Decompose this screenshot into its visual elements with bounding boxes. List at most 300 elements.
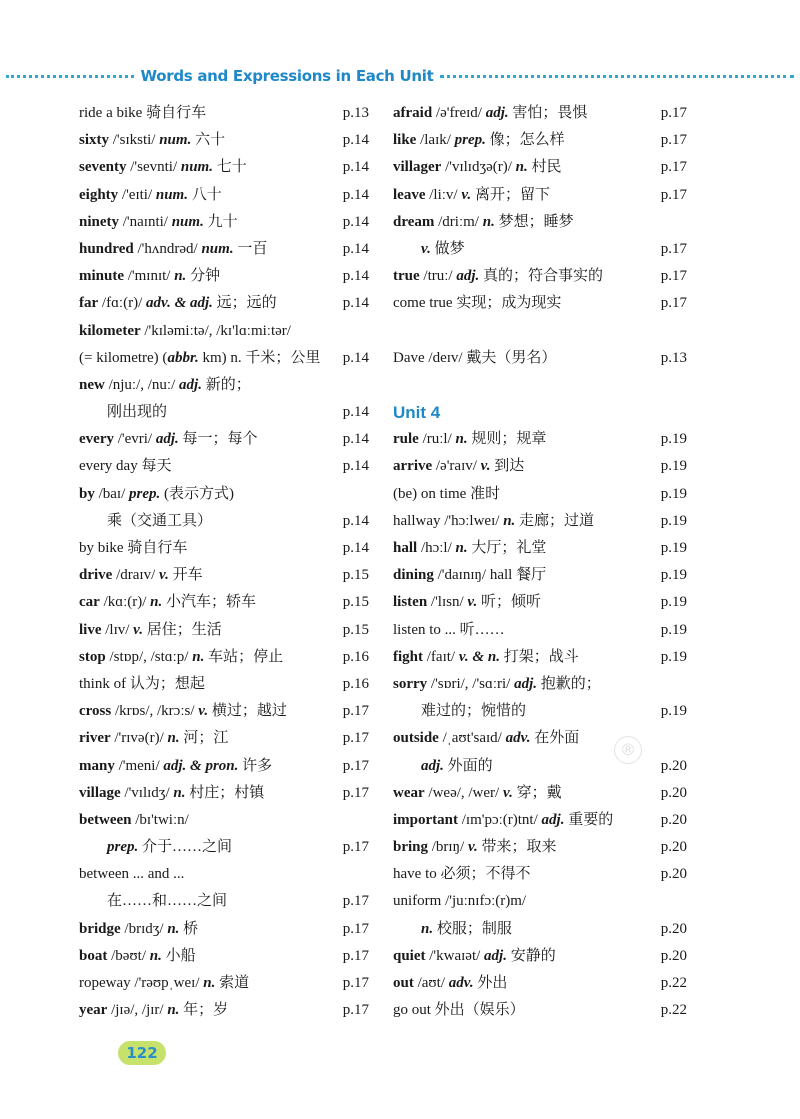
- headword: every day: [79, 458, 138, 475]
- vocab-entry: [393, 861, 687, 888]
- phonetic: /njuː/, /nuː/: [104, 376, 180, 393]
- vocab-entry: [79, 916, 369, 943]
- headword: out: [393, 975, 414, 991]
- vocab-entry: [79, 127, 369, 154]
- headword: dining: [393, 567, 434, 584]
- entry-text: [393, 290, 561, 317]
- page-ref: p.19: [660, 431, 687, 448]
- page-ref: p.17: [660, 240, 687, 257]
- entry-text: [79, 589, 256, 616]
- part-of-speech: adv. & adj.: [145, 295, 213, 312]
- definition: 在外面: [530, 730, 580, 747]
- phonetic: /laɪk/: [416, 132, 455, 149]
- page-ref: p.14: [342, 458, 369, 475]
- vocab-entry: [393, 725, 687, 752]
- part-of-speech: adv.: [505, 730, 531, 747]
- entry-text: [79, 399, 167, 426]
- vocab-entry: [79, 399, 369, 426]
- headword: minute: [79, 268, 124, 285]
- phonetic: /brɪŋ/: [428, 839, 468, 856]
- part-of-speech: n.: [167, 1002, 180, 1019]
- page-ref: p.14: [342, 132, 369, 149]
- vocab-entry: [393, 671, 687, 698]
- headword: drive: [79, 567, 113, 584]
- entry-text: [79, 290, 277, 317]
- definition: 害怕；畏惧: [508, 105, 588, 121]
- headword: kilometer: [79, 322, 141, 339]
- definition: 外出（娱乐）: [430, 1002, 525, 1019]
- entry-text: [393, 453, 524, 480]
- definition: 六十: [191, 132, 226, 149]
- definition: 桥: [179, 920, 199, 937]
- phonetic: /'vɪlɪdʒ/: [120, 784, 174, 801]
- entry-text: [393, 100, 587, 127]
- phonetic: /ruːl/: [418, 431, 456, 448]
- headword: between ... and ...: [79, 866, 185, 883]
- definition: 准时: [466, 485, 501, 502]
- headword: village: [79, 784, 121, 801]
- part-of-speech: v.: [133, 621, 144, 638]
- headword: car: [79, 594, 100, 611]
- phonetic: /lɪv/: [101, 621, 134, 638]
- phonetic: /'juːnɪfɔː(r)m/: [441, 893, 527, 910]
- page-ref: p.14: [342, 404, 369, 421]
- phonetic: /'naɪnti/: [119, 213, 172, 230]
- definition: 横过；越过: [208, 703, 287, 720]
- headword: outside: [393, 730, 439, 747]
- definition: 村庄；村镇: [185, 784, 265, 801]
- page-ref: p.20: [660, 757, 687, 774]
- part-of-speech: v.: [502, 784, 513, 801]
- entry-text: [79, 861, 184, 888]
- part-of-speech: v.: [421, 240, 431, 257]
- entry-text: [393, 888, 526, 915]
- page-ref: p.17: [342, 730, 369, 747]
- headword: ride a bike: [79, 105, 143, 121]
- part-of-speech: n.: [173, 784, 186, 801]
- definition: 每一；每个: [178, 431, 258, 448]
- definition: 居住；生活: [143, 621, 222, 638]
- definition: 八十: [187, 186, 222, 203]
- headword: listen: [393, 594, 428, 611]
- phonetic: /fɑː(r)/: [98, 295, 146, 312]
- part-of-speech: n.: [203, 975, 216, 991]
- vocab-entry: [79, 589, 369, 616]
- headword: think of: [79, 675, 127, 692]
- definition: 九十: [203, 213, 238, 230]
- entry-text: [393, 780, 562, 807]
- phonetic: /'hʌndrəd/: [133, 240, 202, 257]
- part-of-speech: n.: [149, 947, 162, 964]
- phonetic: /krɒs/, /krɔːs/: [111, 703, 199, 720]
- definition: 新的；: [201, 376, 251, 393]
- phonetic: /'evri/: [113, 431, 156, 448]
- vocab-entry: [79, 535, 369, 562]
- entry-text: [393, 943, 556, 970]
- page-ref: p.19: [660, 485, 687, 502]
- vocab-entry: [79, 100, 369, 127]
- vocab-entry: [393, 508, 687, 535]
- definition: 开车: [168, 567, 203, 584]
- part-of-speech: adj.: [541, 811, 565, 828]
- phonetic: /'kwaɪət/: [425, 947, 485, 964]
- entry-text: [79, 725, 228, 752]
- entry-text: [79, 508, 212, 535]
- entry-text: [393, 861, 531, 888]
- page-ref: p.17: [342, 839, 369, 856]
- part-of-speech: adj.: [421, 757, 444, 774]
- definition: 实现；成为现实: [452, 295, 562, 312]
- part-of-speech: num.: [171, 213, 204, 230]
- definition: 每天: [137, 458, 172, 475]
- page-ref: p.17: [660, 105, 687, 121]
- page-ref: p.17: [660, 132, 687, 149]
- page-ref: p.14: [342, 512, 369, 529]
- headword: Dave: [393, 349, 425, 366]
- entry-text: [79, 318, 291, 345]
- headword: true: [393, 268, 420, 285]
- headword: year: [79, 1002, 108, 1019]
- definition: 分钟: [186, 268, 221, 285]
- definition: 难过的；惋惜的: [421, 703, 527, 720]
- entry-text: [79, 943, 196, 970]
- phonetic: /driːm/: [434, 213, 483, 230]
- definition: km) n. 千米；公里: [198, 349, 321, 366]
- vocab-entry: [393, 481, 687, 508]
- headword: boat: [79, 947, 108, 964]
- definition: (表示方式): [160, 485, 235, 502]
- vocab-entry: [393, 100, 687, 127]
- entry-text: [393, 236, 465, 263]
- vocab-entry: [79, 888, 369, 915]
- phonetic: /'hɔːlweɪ/: [440, 512, 504, 529]
- entry-text: [79, 154, 247, 181]
- page-ref: p.16: [342, 675, 369, 692]
- vocab-entry: [393, 154, 687, 181]
- headword: uniform: [393, 893, 442, 910]
- registered-mark: ®: [614, 736, 642, 764]
- phonetic: /ɪm'pɔː(r)tnt/: [458, 811, 542, 828]
- part-of-speech: num.: [201, 240, 234, 257]
- page-ref: p.14: [342, 186, 369, 203]
- part-of-speech: adj.: [456, 268, 480, 285]
- vocab-entry: [79, 861, 369, 888]
- vocab-entry: [393, 997, 687, 1024]
- vocab-entry: [393, 970, 687, 997]
- headword: (be) on time: [393, 485, 467, 502]
- part-of-speech: n.: [455, 540, 468, 556]
- phonetic: /aʊt/: [413, 975, 449, 991]
- unit-heading: Unit 4: [393, 403, 441, 423]
- part-of-speech: prep.: [454, 132, 486, 149]
- page-ref: p.20: [660, 920, 687, 937]
- page-ref: p.20: [660, 839, 687, 856]
- page-ref: p.19: [660, 621, 687, 638]
- entry-text: [393, 426, 546, 453]
- phonetic: /'sɒri/, /'sɑːri/: [427, 675, 515, 692]
- vocab-entry: [79, 372, 369, 399]
- definition: 索道: [215, 975, 250, 991]
- definition: 骑自行车: [142, 105, 207, 121]
- vocab-entry: [393, 807, 687, 834]
- definition: 规则；规章: [467, 431, 547, 448]
- page-ref: p.22: [660, 975, 687, 991]
- page-ref: p.17: [660, 159, 687, 176]
- entry-text: [79, 807, 189, 834]
- headword: by: [79, 485, 95, 502]
- left-column: [79, 100, 369, 1024]
- vocab-entry: [393, 236, 687, 263]
- headword: cross: [79, 703, 112, 720]
- phonetic: /'rɪvə(r)/: [110, 730, 168, 747]
- entry-text: [79, 888, 227, 915]
- entry-text: [393, 834, 557, 861]
- definition: 远；远的: [212, 295, 277, 312]
- headword: hallway: [393, 512, 441, 529]
- phonetic: /hɔːl/: [417, 540, 456, 556]
- page-ref: p.20: [660, 866, 687, 883]
- definition: 重要的: [564, 811, 614, 828]
- phonetic: /kɑː(r)/: [99, 594, 151, 611]
- definition: 离开；留下: [471, 186, 550, 203]
- page-ref: p.17: [342, 893, 369, 910]
- entry-text: [79, 209, 238, 236]
- definition: 河；江: [179, 730, 229, 747]
- vocab-entry: [393, 453, 687, 480]
- vocab-entry: [79, 209, 369, 236]
- page-ref: p.22: [660, 1002, 687, 1019]
- phonetic: /brɪdʒ/: [120, 920, 168, 937]
- entry-text: [393, 916, 512, 943]
- vocab-entry: [79, 345, 369, 372]
- blank-line: [393, 318, 687, 345]
- entry-text: [79, 780, 264, 807]
- entry-text: [393, 997, 525, 1024]
- phonetic: (= kilometre) (: [79, 349, 168, 366]
- vocab-entry: [79, 834, 369, 861]
- phonetic: /baɪ/: [94, 485, 130, 502]
- part-of-speech: num.: [155, 186, 188, 203]
- headword: eighty: [79, 186, 119, 203]
- entry-text: [393, 617, 505, 644]
- entry-text: [393, 753, 493, 780]
- definition: 乘（交通工具）: [107, 512, 213, 529]
- vocab-entry: [79, 562, 369, 589]
- headword: ropeway: [79, 975, 131, 991]
- headword: new: [79, 376, 105, 393]
- vocab-entry: [393, 943, 687, 970]
- phonetic: /stɒp/, /stɑːp/: [105, 648, 193, 665]
- page-ref: p.15: [342, 621, 369, 638]
- page-ref: p.17: [342, 975, 369, 991]
- vocab-entry: [79, 236, 369, 263]
- definition: 小汽车；轿车: [162, 594, 257, 611]
- page-ref: p.17: [660, 268, 687, 285]
- vocab-entry: [393, 426, 687, 453]
- entry-text: [393, 508, 594, 535]
- headword: quiet: [393, 947, 426, 964]
- definition: 车站；停止: [204, 648, 284, 665]
- vocab-entry: [79, 753, 369, 780]
- vocab-entry: [79, 182, 369, 209]
- dotted-rule-right: [440, 75, 794, 78]
- vocab-entry: [79, 508, 369, 535]
- definition: 外出: [473, 975, 508, 991]
- phonetic: /'vɪlɪdʒə(r)/: [441, 159, 516, 176]
- phonetic: /liːv/: [425, 186, 462, 203]
- vocab-entry: [393, 916, 687, 943]
- vocab-entry: [79, 997, 369, 1024]
- entry-text: [79, 562, 203, 589]
- definition: 刚出现的: [107, 404, 168, 421]
- part-of-speech: n.: [482, 213, 495, 230]
- headword: river: [79, 730, 111, 747]
- entry-text: [79, 182, 222, 209]
- vocab-entry: [393, 698, 687, 725]
- right-column: [393, 100, 687, 1024]
- vocab-entry: [79, 154, 369, 181]
- page-ref: p.15: [342, 594, 369, 611]
- headword: arrive: [393, 458, 433, 475]
- vocab-entry: [393, 535, 687, 562]
- definition: 听；倾听: [477, 594, 542, 611]
- part-of-speech: n.: [150, 594, 163, 611]
- definition: 梦想；睡梦: [494, 213, 574, 230]
- page-ref: p.14: [342, 349, 369, 366]
- definition: 打架；战斗: [499, 648, 579, 665]
- part-of-speech: v. & n.: [458, 648, 500, 665]
- headword: bridge: [79, 920, 121, 937]
- section-title: Words and Expressions in Each Unit: [140, 67, 434, 85]
- entry-text: [79, 453, 171, 480]
- phonetic: /'rəʊpˌweɪ/: [130, 975, 204, 991]
- entry-text: [79, 753, 272, 780]
- vocab-entry: [79, 617, 369, 644]
- definition: 许多: [238, 757, 273, 774]
- entry-text: [393, 807, 613, 834]
- page-ref: p.14: [342, 159, 369, 176]
- definition: 做梦: [430, 240, 465, 257]
- page-ref: p.15: [342, 567, 369, 584]
- entry-text: [79, 100, 206, 127]
- vocab-entry: [79, 970, 369, 997]
- part-of-speech: v.: [158, 567, 169, 584]
- part-of-speech: v.: [461, 186, 472, 203]
- vocab-entry: [393, 753, 687, 780]
- definition: 小船: [161, 947, 196, 964]
- part-of-speech: abbr.: [167, 349, 199, 366]
- page-ref: p.19: [660, 512, 687, 529]
- dotted-rule-left: [6, 75, 134, 78]
- entry-text: [393, 698, 526, 725]
- entry-text: [79, 426, 258, 453]
- definition: 年；岁: [179, 1002, 229, 1019]
- part-of-speech: v.: [198, 703, 209, 720]
- headword: villager: [393, 159, 442, 176]
- definition: 七十: [212, 159, 247, 176]
- page-ref: p.14: [342, 431, 369, 448]
- vocab-entry: [79, 318, 369, 345]
- phonetic: /'lɪsn/: [427, 594, 468, 611]
- headword: important: [393, 811, 458, 828]
- page-ref: p.17: [342, 703, 369, 720]
- vocab-entry: [393, 562, 687, 589]
- entry-text: [393, 671, 601, 698]
- page-ref: p.14: [342, 295, 369, 312]
- vocab-entry: [393, 290, 687, 317]
- page-ref: p.17: [342, 947, 369, 964]
- phonetic: /'sevnti/: [126, 159, 181, 176]
- page-ref: p.19: [660, 458, 687, 475]
- entry-text: [79, 834, 232, 861]
- vocab-entry: [393, 780, 687, 807]
- headword: ninety: [79, 213, 120, 230]
- part-of-speech: n.: [503, 512, 516, 529]
- entry-text: [393, 209, 574, 236]
- entry-text: [79, 644, 283, 671]
- page-ref: p.17: [660, 295, 687, 312]
- entry-text: [393, 644, 579, 671]
- headword: between: [79, 811, 132, 828]
- headword: fight: [393, 648, 423, 665]
- entry-text: [393, 589, 541, 616]
- entry-text: [79, 127, 225, 154]
- vocab-entry: [79, 698, 369, 725]
- page-ref: p.14: [342, 268, 369, 285]
- entry-text: [79, 997, 228, 1024]
- headword: come true: [393, 295, 453, 312]
- page-ref: p.13: [342, 105, 369, 121]
- part-of-speech: n.: [455, 431, 468, 448]
- entry-text: [393, 154, 562, 181]
- entry-text: [393, 263, 603, 290]
- entry-text: [393, 535, 546, 562]
- vocab-entry: [79, 644, 369, 671]
- page-ref: p.17: [342, 757, 369, 774]
- part-of-speech: n.: [515, 159, 528, 176]
- phonetic: /'meni/: [114, 757, 164, 774]
- entry-text: [79, 263, 220, 290]
- headword: every: [79, 431, 114, 448]
- vocab-entry: [79, 290, 369, 317]
- entry-text: [79, 916, 198, 943]
- entry-text: [393, 562, 546, 589]
- part-of-speech: n.: [174, 268, 187, 285]
- entry-text: [79, 236, 267, 263]
- headword: afraid: [393, 105, 433, 121]
- page-ref: p.19: [660, 567, 687, 584]
- vocab-entry: [393, 263, 687, 290]
- phonetic: /'mɪnɪt/: [124, 268, 175, 285]
- headword: far: [79, 295, 99, 312]
- part-of-speech: n.: [192, 648, 205, 665]
- page-ref: p.19: [660, 703, 687, 720]
- part-of-speech: n.: [421, 920, 434, 937]
- entry-text: [393, 182, 550, 209]
- definition: 骑自行车: [123, 540, 188, 556]
- definition: 在……和……之间: [107, 893, 228, 910]
- entry-text: [393, 127, 565, 154]
- definition: 到达: [490, 458, 525, 475]
- vocab-entry: [393, 209, 687, 236]
- definition: 认为；想起: [126, 675, 205, 692]
- definition: 必须；不得不: [436, 866, 531, 883]
- page-ref: p.19: [660, 540, 687, 556]
- headword: go out: [393, 1002, 431, 1019]
- entry-text: [393, 970, 507, 997]
- page-ref: p.19: [660, 594, 687, 611]
- phonetic: /truː/: [419, 268, 457, 285]
